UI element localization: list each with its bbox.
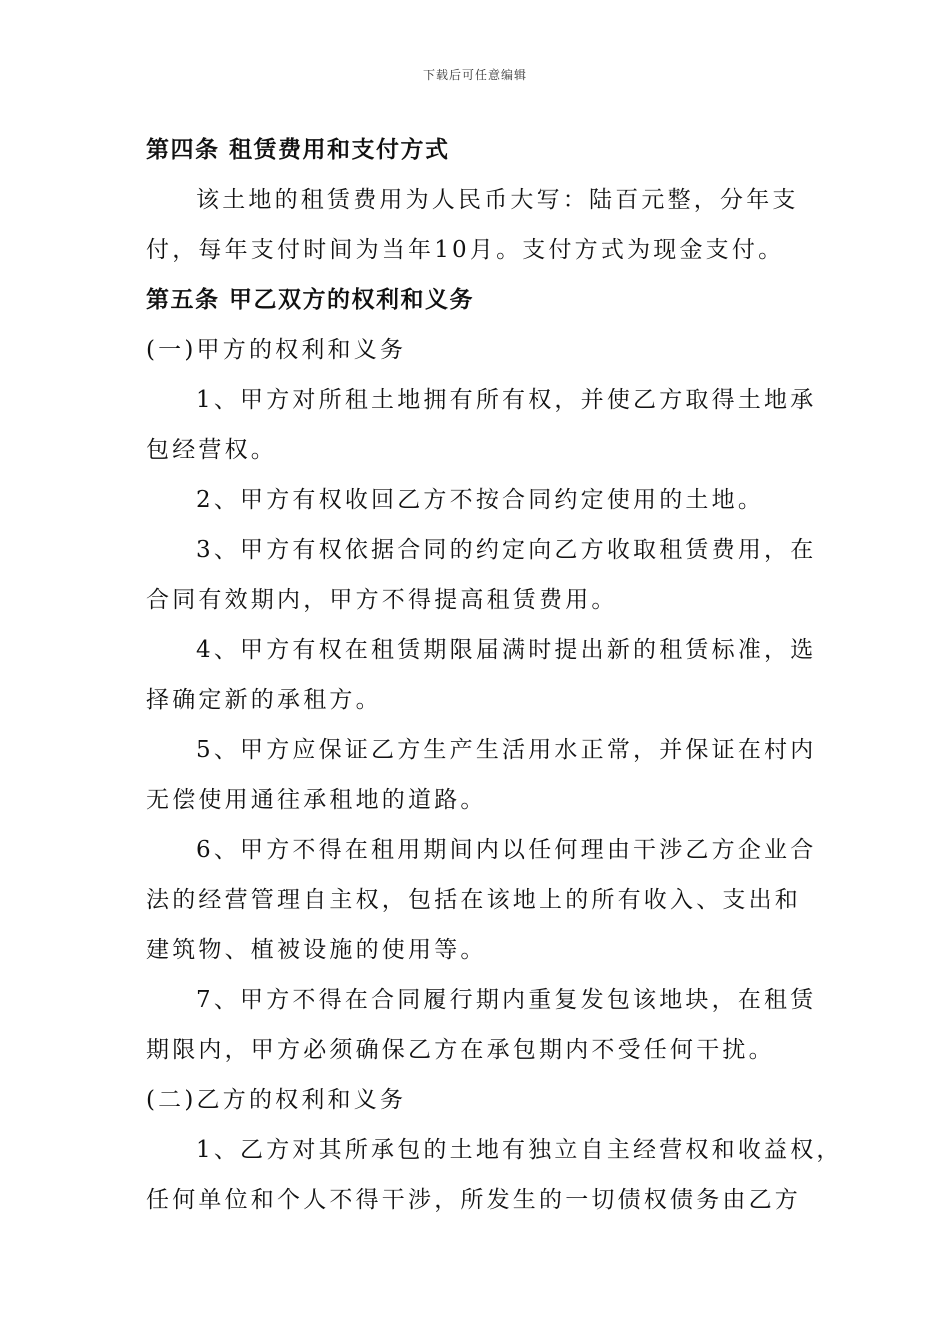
paragraph-line: 期限内，甲方必须确保乙方在承包期内不受任何干扰。 bbox=[146, 1037, 775, 1063]
paragraph-line: 建筑物、植被设施的使用等。 bbox=[146, 937, 487, 963]
list-item-a3: 3、甲方有权依据合同的约定向乙方收取租赁费用，在 bbox=[196, 537, 817, 563]
paragraph-line: 合同有效期内，甲方不得提高租赁费用。 bbox=[146, 587, 618, 613]
list-item-a7: 7、甲方不得在合同履行期内重复发包该地块，在租赁 bbox=[196, 987, 817, 1013]
document-body bbox=[146, 125, 843, 1225]
list-item-a1: 1、甲方对所租土地拥有所有权，并使乙方取得土地承 bbox=[196, 387, 817, 413]
paragraph-line: 无偿使用通往承租地的道路。 bbox=[146, 787, 487, 813]
paragraph-line: 该土地的租赁费用为人民币大写：陆百元整，分年支 bbox=[196, 187, 799, 213]
subsection-heading-party-a: (一)甲方的权利和义务 bbox=[146, 337, 407, 363]
section-heading-article-4: 第四条 租赁费用和支付方式 bbox=[146, 136, 450, 163]
page-header-note: 下载后可任意编辑 bbox=[422, 68, 527, 82]
subsection-heading-party-b: (二)乙方的权利和义务 bbox=[146, 1087, 407, 1113]
paragraph-line: 任何单位和个人不得干涉，所发生的一切债权债务由乙方 bbox=[146, 1187, 801, 1213]
list-item-a2: 2、甲方有权收回乙方不按合同约定使用的土地。 bbox=[196, 487, 765, 513]
paragraph-line: 付，每年支付时间为当年10月。支付方式为现金支付。 bbox=[146, 237, 785, 263]
list-item-a6: 6、甲方不得在租用期间内以任何理由干涉乙方企业合 bbox=[196, 837, 817, 863]
section-heading-article-5: 第五条 甲乙双方的权利和义务 bbox=[146, 286, 475, 313]
list-item-b1: 1、乙方对其所承包的土地有独立自主经营权和收益权， bbox=[196, 1137, 843, 1163]
paragraph-line: 择确定新的承租方。 bbox=[146, 687, 382, 713]
paragraph-line: 包经营权。 bbox=[146, 437, 277, 463]
paragraph-line: 法的经营管理自主权，包括在该地上的所有收入、支出和 bbox=[146, 887, 801, 913]
list-item-a4: 4、甲方有权在租赁期限届满时提出新的租赁标准，选 bbox=[196, 637, 817, 663]
list-item-a5: 5、甲方应保证乙方生产生活用水正常，并保证在村内 bbox=[196, 737, 817, 763]
